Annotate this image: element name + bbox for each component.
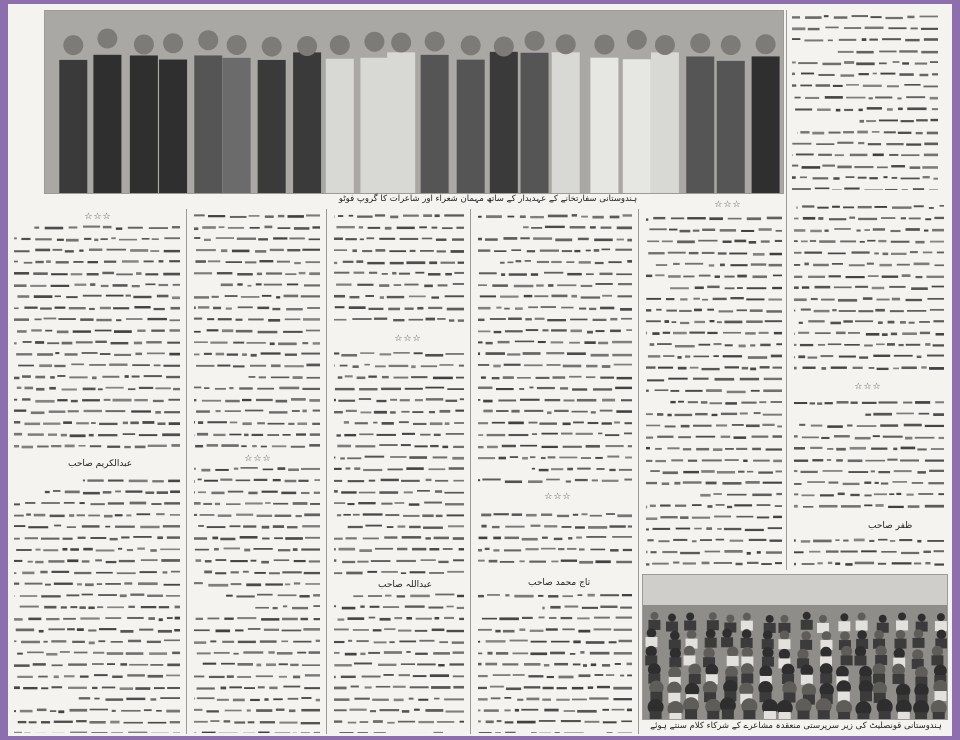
text-lines [12,209,182,733]
text-column-2 [192,209,322,733]
section-heading: عبداللہ صاحب [378,580,432,590]
group-photo-caption: ہندوستانی سفارتخانے کے عہدیدار کے ساتھ مہمان شعراء اور شاعرات کا گروپ فوٹو [338,194,638,204]
audience-photo-caption: ہندوستانی قونصلیٹ کی زیر سرپرستی منعقدہ مشاعرے کے شرکاء کلام سنتے ہوئے [650,721,942,731]
section-mark: ☆☆☆ [84,212,112,222]
text-column-1 [12,209,182,733]
column-rule [470,209,471,734]
text-lines [790,10,940,190]
text-lines [476,209,634,733]
text-lines [332,209,466,733]
text-column-3 [332,209,466,733]
column-rule [326,209,327,734]
audience-photo [642,574,948,720]
newspaper-page [8,4,952,736]
section-mark: ☆☆☆ [714,200,742,210]
section-mark: ☆☆☆ [854,382,882,392]
text-lines [644,200,784,570]
section-heading: تاج محمد صاحب [528,578,591,588]
group-photo-image [45,11,783,193]
section-heading: عبدالکریم صاحب [68,459,133,469]
section-mark: ☆☆☆ [394,334,422,344]
section-mark: ☆☆☆ [244,454,272,464]
section-heading: ظفر صاحب [868,521,913,531]
text-column-5 [644,200,784,570]
section-mark: ☆☆☆ [544,492,572,502]
text-column-right-top [790,10,940,190]
text-lines [192,209,322,733]
column-rule [786,10,787,570]
column-rule [638,209,639,734]
column-rule [186,209,187,734]
audience-photo-image [643,575,947,719]
group-photo [44,10,784,194]
text-column-4 [476,209,634,733]
